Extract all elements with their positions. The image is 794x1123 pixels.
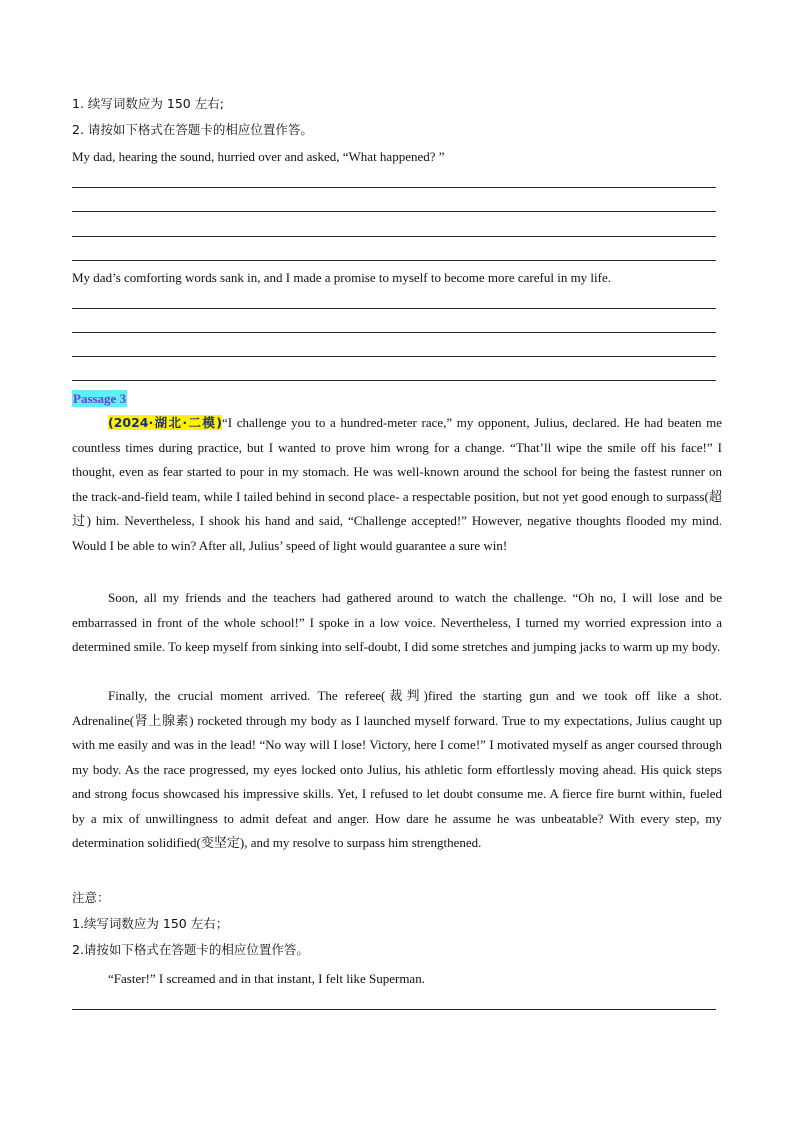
- note-answer-format: 2.请按如下格式在答题卡的相应位置作答。: [72, 942, 309, 957]
- continuation-prompt-2: My dad’s comforting words sank in, and I made a promise to myself to become more careful in my life.: [72, 270, 611, 285]
- answer-line: [72, 380, 716, 381]
- paragraph-1-text: “I challenge you to a hundred-meter race,” my opponent, Julius, declared. He had beaten me countless times during practice, but I wanted to prove him wrong for a change. “That’ll wipe the smile off his face!” I thought, even as fear started to pour in my stomach. He was well-known around the school for being the fastest runner on the track-and-field team, while I tailed behind in second place- a respectable position, but not yet good enough to surpass(超过) him. Nevertheless, I shook his hand and said, “Challenge accepted!” However, negative thoughts flooded my mind. Would I be able to win? After all, Julius’ speed of light would guarantee a sure win!: [72, 415, 723, 553]
- instruction-word-count: 1. 续写词数应为 150 左右;: [72, 96, 224, 111]
- source-tag-text: (2024·湖北·二模): [108, 415, 222, 430]
- note-word-count: 1.续写词数应为 150 左右；: [72, 916, 229, 931]
- passage-paragraph-1: [72, 411, 722, 558]
- passage-title: Passage 3: [73, 391, 127, 406]
- answer-line: [72, 308, 716, 309]
- instruction-answer-format: 2. 请按如下格式在答题卡的相应位置作答。: [72, 122, 313, 137]
- answer-line: [72, 356, 716, 357]
- answer-line: [72, 332, 716, 333]
- paragraph-3-text: Finally, the crucial moment arrived. The referee(裁判)fired the starting gun and we took off like a shot. Adrenaline(肾上腺素) rocketed through my body as I launched myself forward. True to my expectations, Julius caught up with me easily and was in the lead! “No way will I lose! Victory, here I come!” I motivated myself as anger coursed through my body. As the race progressed, my eyes locked onto Julius, his athletic form effortlessly moving ahead. His quick steps and strong focus showcased his impressive skills. Yet, I refused to let doubt consume me. A fierce fire burnt within, fueled by a mix of unwillingness to admit defeat and anger. How dare he assume he was unbeatable? With every step, my determination solidified(变坚定), and my resolve to surpass him strengthened.: [72, 688, 722, 850]
- passage-paragraph-2: [72, 586, 722, 660]
- note-heading: 注意：: [72, 890, 110, 905]
- answer-line: [72, 236, 716, 237]
- continuation-prompt-1: My dad, hearing the sound, hurried over and asked, “What happened? ”: [72, 149, 445, 164]
- answer-line: [72, 1009, 716, 1010]
- answer-line: [72, 260, 716, 261]
- continuation-prompt-3: “Faster!” I screamed and in that instant, I felt like Superman.: [108, 971, 425, 986]
- answer-line: [72, 211, 716, 212]
- passage-paragraph-3: [72, 684, 722, 856]
- source-tag: [108, 415, 222, 430]
- paragraph-2-text: Soon, all my friends and the teachers had gathered around to watch the challenge. “Oh no, I will lose and be embarrassed in front of the whole school!” I spoke in a low voice. Nevertheless, I turned my worried expression into a determined smile. To keep myself from sinking into self-doubt, I did some stretches and jumping jacks to warm up my body.: [72, 590, 722, 654]
- answer-line: [72, 187, 716, 188]
